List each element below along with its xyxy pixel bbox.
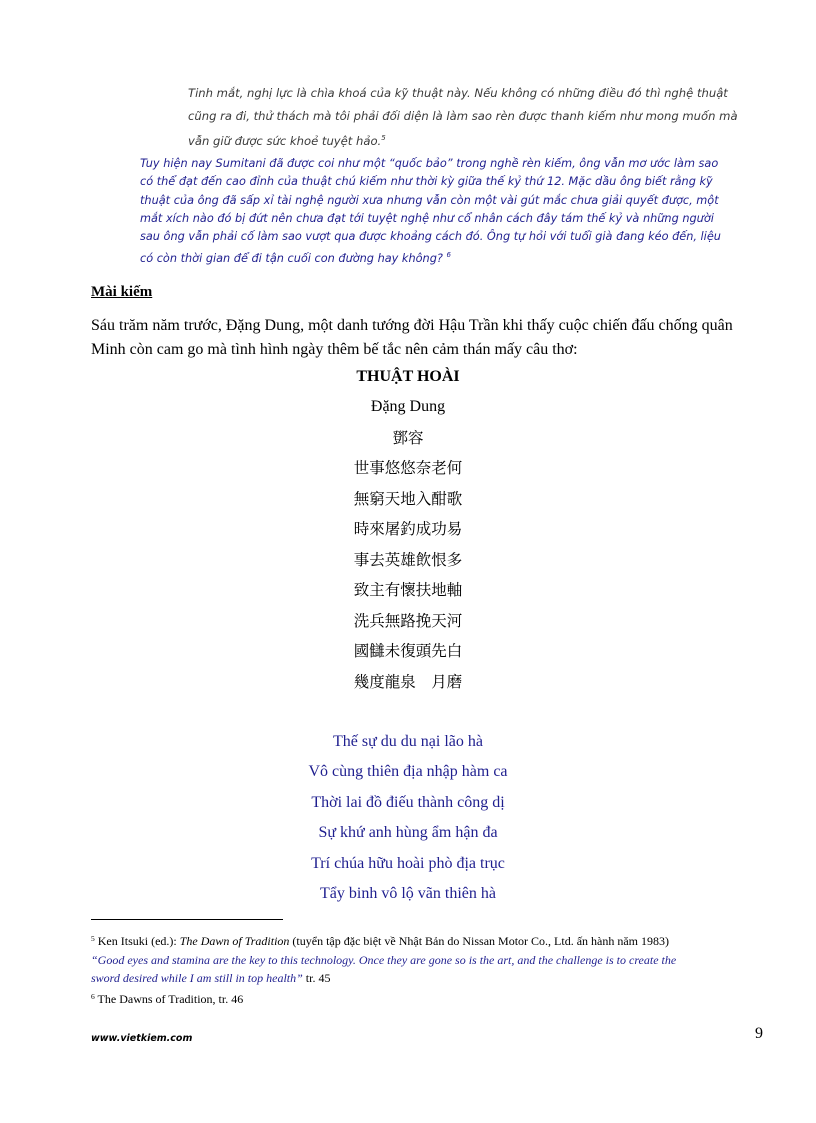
body-paragraph [91, 314, 763, 362]
poem-han-line: 國讎未復頭先白 [353, 642, 463, 660]
footnote-5: $^5$ Ken Itsuki (ed.): The Dawn of Tradition (tuyển tập đặc biệt về Nhật Bản do Nissan Motor Co., Ltd. ấn hành năm 1983) [91, 934, 670, 948]
page-number: 9 [755, 1025, 763, 1042]
quote2-line: thuật của ông đã sấp xỉ tài nghệ người xưa nhưng vẫn còn một vài gút mắc chưa giải quyết được, một [140, 193, 719, 207]
poem-han-line: 洗兵無路挽天河 [353, 612, 463, 630]
poem-viet-line: Thời lai đồ điếu thành công dị [311, 794, 505, 811]
poem-viet-line: Sự khứ anh hùng ẩm hận đa [318, 824, 498, 841]
quote2-line: có thể đạt đến cao đỉnh của thuật chú kiếm như thời kỳ giữa thế kỷ thứ 12. Mặc dầu ông biết rằng kỹ [140, 175, 713, 189]
blockquote-translation [188, 82, 763, 153]
quote2-line: Tuy hiện nay Sumitani đã được coi như một “quốc bảo” trong nghề rèn kiếm, ông vẫn mơ ước làm sao [140, 157, 719, 170]
section-heading: Mài kiếm [91, 284, 153, 300]
footnotes [91, 930, 763, 1008]
poem-viet-line: Thế sự du du nại lão hà [333, 733, 483, 750]
poem-han-line: 致主有懷扶地軸 [353, 581, 463, 599]
quote1-line: vẫn giữ được sức khoẻ tuyệt hảo.$^5$ [188, 134, 386, 148]
footnote-6: $^6$ The Dawns of Tradition, tr. 46 [91, 991, 244, 1006]
poem-author: Đặng Dung [370, 398, 446, 415]
paragraph-line: Sáu trăm năm trước, Đặng Dung, một danh tướng đời Hậu Trần khi thấy cuộc chiến đấu chống quân [91, 317, 733, 334]
footnote-divider [91, 919, 283, 920]
blockquote-commentary [140, 155, 763, 269]
footnote-5-quote-end: sword desired while I am still in top health” tr. 45 [91, 971, 331, 985]
poem-viet-line: Trí chúa hữu hoài phò địa trục [311, 855, 505, 872]
footnote-number: 5 [91, 934, 95, 943]
quote2-line: sau ông vẫn phải cố làm sao vượt qua được khoảng cách đó. Ông tự hỏi với tuổi già đang kéo đến, liệu [140, 230, 721, 244]
poem-han-line: 時來屠釣成功易 [353, 520, 463, 538]
poem-title: THUẬT HOÀI [356, 368, 460, 385]
poem-viet-line: Tẩy binh vô lộ vãn thiên hà [320, 885, 496, 902]
footnote-ref-6[interactable]: 6 [446, 251, 451, 260]
footnote-ref-5[interactable]: 5 [381, 134, 386, 142]
poem-han-line: 無窮天地入酣歌 [353, 490, 463, 508]
quote1-line: Tinh mắt, nghị lực là chìa khoá của kỹ thuật này. Nếu không có những điều đó thì nghệ thuật [188, 86, 728, 100]
website-link[interactable]: www.vietkiem.com [91, 1033, 193, 1044]
quote2-line: mắt xích nào đó bị đứt nên chưa đạt tới tuyệt nghệ như cổ nhân cách đây tám thế kỷ và những người [140, 211, 714, 225]
footnote-title: The Dawn of Tradition [179, 934, 290, 948]
poem-viet-line: Vô cùng thiên địa nhập hàm ca [308, 763, 508, 780]
poem-han-line: 事去英雄飲恨多 [353, 551, 463, 569]
poem-author-han: 鄧容 [392, 429, 424, 447]
quote2-line: có còn thời gian để đi tận cuối con đường hay không? $^6$ [140, 251, 451, 266]
footnote-5-quote: “Good eyes and stamina are the key to this technology. Once they are gone so is the art, and the challenge is to create the [91, 952, 677, 967]
quote1-line: cũng ra đi, thử thách mà tôi phải đối diện là làm sao rèn được thanh kiếm như mong muốn mà [188, 108, 738, 123]
footnote-number: 6 [91, 991, 95, 1001]
poem-han-line: 世事悠悠奈老何 [353, 459, 463, 477]
paragraph-line: Minh còn cam go mà tình hình ngày thêm bế tắc nên cảm thán mấy câu thơ: [91, 341, 578, 358]
poem-han-line: 幾度龍泉 月磨 [353, 673, 463, 691]
